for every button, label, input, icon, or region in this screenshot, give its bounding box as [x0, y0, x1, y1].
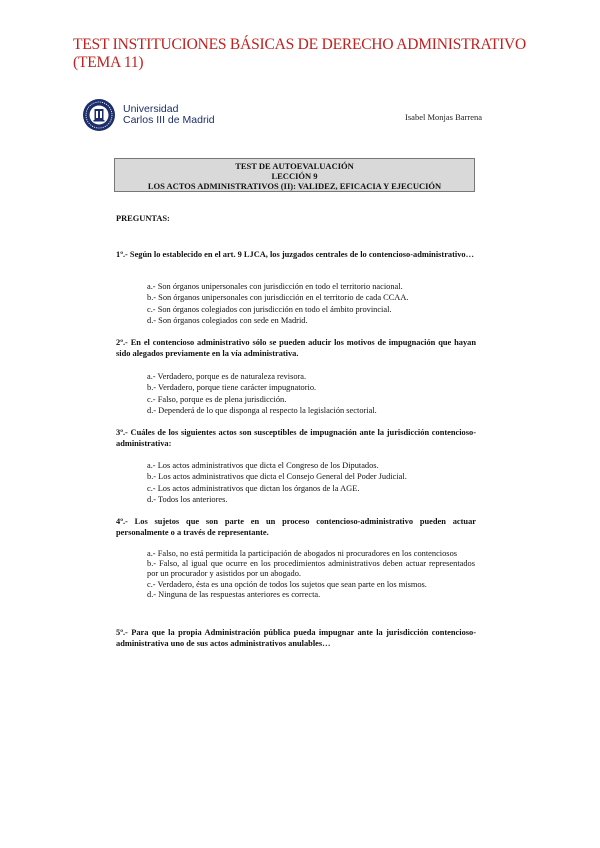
question-4-options [147, 549, 475, 600]
question-3: 3º.- Cuáles de los siguientes actos son susceptibles de impugnación ante la jurisdicción contencioso-administrativa: [116, 428, 476, 448]
option-2c: c.- Falso, porque es de plena jurisdicción. [147, 394, 287, 404]
option-3b: b.- Los actos administrativos que dicta el Consejo General del Poder Judicial. [147, 472, 407, 482]
university-seal-icon [82, 98, 116, 132]
question-1: 1º.- Según lo establecido en el art. 9 LJCA, los juzgados centrales de lo contencioso-administrativo… [116, 250, 474, 259]
test-box-line3: LOS ACTOS ADMINISTRATIVOS (II): VALIDEZ, EFICACIA Y EJECUCIÓN [147, 181, 442, 191]
option-2b: b.- Verdadero, porque tiene carácter impugnatorio. [147, 383, 317, 393]
document-title: TEST INSTITUCIONES BÁSICAS DE DERECHO ADMINISTRATIVO (TEMA 11) [73, 36, 527, 71]
option-3d: d.- Todos los anteriores. [147, 494, 228, 504]
university-name-line1: Universidad [123, 103, 179, 115]
option-4c: c.- Verdadero, ésta es una opción de todos los sujetos que sean parte en los mismos. [147, 579, 427, 589]
questions-heading: PREGUNTAS: [116, 214, 170, 223]
option-4a: a.- Falso, no está permitida la participación de abogados ni procuradores en los contenciosos [147, 549, 458, 558]
option-4b: b.- Falso, al igual que ocurre en los procedimientos administrativos deben actuar representados por un procurador y asistidos por un abogado. [147, 559, 475, 579]
option-3c: c.- Los actos administrativos que dictan los órganos de la AGE. [147, 483, 360, 493]
question-2-options [147, 371, 475, 416]
option-3a: a.- Los actos administrativos que dicta el Congreso de los Diputados. [147, 461, 379, 470]
question-2: 2º.- En el contencioso administrativo sólo se pueden aducir los motivos de impugnación que hayan sido alegados previamente en la vía administrativa. [116, 338, 476, 358]
test-header-box [114, 158, 475, 192]
option-2d: d.- Dependerá de lo que disponga al respecto la legislación sectorial. [147, 405, 377, 415]
question-1-options [147, 281, 475, 326]
author-name: Isabel Monjas Barrena [405, 112, 482, 122]
option-1c: c.- Son órganos colegiados con jurisdicción en todo el ámbito provincial. [147, 304, 392, 314]
option-4d: d.- Ninguna de las respuestas anteriores es correcta. [147, 589, 321, 599]
document-header [82, 96, 482, 140]
option-1b: b.- Son órganos unipersonales con jurisdicción en el territorio de cada CCAA. [147, 293, 409, 303]
question-5: 5º.- Para que la propia Administración pública pueda impugnar ante la jurisdicción contencioso-administrativa uno de sus actos administrativos anulables… [116, 628, 476, 648]
university-name-line2: Carlos III de Madrid [123, 114, 215, 126]
university-name [123, 104, 215, 126]
option-1d: d.- Son órganos colegiados con sede en Madrid. [147, 315, 308, 325]
question-3-options [147, 460, 475, 505]
question-4: 4º.- Los sujetos que son parte en un proceso contencioso-administrativo pueden actuar personalmente o a través de representante. [116, 517, 476, 537]
option-1a: a.- Son órganos unipersonales con jurisdicción en todo el territorio nacional. [147, 282, 403, 291]
option-2a: a.- Verdadero, porque es de naturaleza revisora. [147, 372, 307, 381]
test-box-line1: TEST DE AUTOEVALUACIÓN [235, 161, 354, 171]
test-box-line2: LECCIÓN 9 [271, 171, 318, 181]
